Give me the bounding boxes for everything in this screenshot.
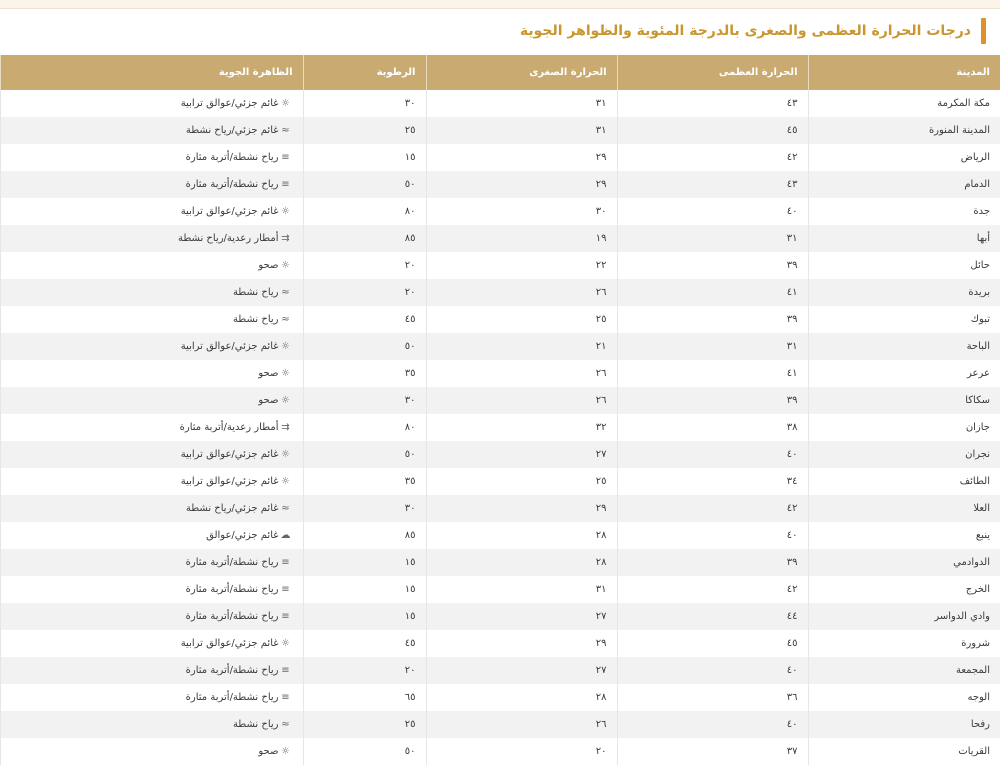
min-temp-cell: ٢٦: [426, 711, 617, 738]
table-row: [0, 387, 1000, 414]
humidity-cell: ٣٠: [303, 387, 426, 414]
weather-cell: [0, 522, 303, 549]
dust-wind-icon: ≡: [281, 152, 290, 163]
weather-cell: [0, 171, 303, 198]
table-row: [0, 144, 1000, 171]
weather-cell: [0, 117, 303, 144]
weather-cell: [0, 360, 303, 387]
max-temp-cell: ٤٢: [617, 144, 808, 171]
weather-cell: [0, 684, 303, 711]
weather-text: غائم جزئي/عوالق ترابية: [180, 476, 279, 487]
weather-text: غائم جزئي/عوالق: [206, 530, 279, 541]
weather-cell: [0, 90, 303, 117]
weather-text: غائم جزئي/رياح نشطة: [185, 125, 279, 136]
city-cell: نجران: [808, 441, 1000, 468]
min-temp-cell: ٢٦: [426, 279, 617, 306]
min-temp-cell: ٢٩: [426, 144, 617, 171]
table-row: [0, 657, 1000, 684]
max-temp-cell: ٤٠: [617, 198, 808, 225]
weather-cell: [0, 657, 303, 684]
partly-cloudy-icon: ☁: [280, 530, 291, 541]
table-row: [0, 117, 1000, 144]
wind-icon: ≈: [281, 503, 290, 514]
humidity-cell: ٢٠: [303, 252, 426, 279]
weather-cell: [0, 387, 303, 414]
max-temp-cell: ٣٦: [617, 684, 808, 711]
city-cell: عرعر: [808, 360, 1000, 387]
min-temp-cell: ٢٦: [426, 387, 617, 414]
sunny-icon: ☼: [281, 746, 290, 757]
city-cell: بريدة: [808, 279, 1000, 306]
city-cell: العلا: [808, 495, 1000, 522]
city-cell: الدوادمي: [808, 549, 1000, 576]
sunny-icon: ☼: [281, 368, 290, 379]
weather-text: غائم جزئي/عوالق ترابية: [180, 206, 279, 217]
city-cell: رفحا: [808, 711, 1000, 738]
wind-icon: ≈: [281, 125, 290, 136]
max-temp-cell: ٣١: [617, 333, 808, 360]
partly-cloudy-dust-icon: ☼: [281, 476, 290, 487]
city-cell: جازان: [808, 414, 1000, 441]
table-row: [0, 306, 1000, 333]
max-temp-cell: ٤٢: [617, 495, 808, 522]
header-city: المدينة: [808, 55, 1000, 90]
table-row: [0, 522, 1000, 549]
max-temp-cell: ٤٣: [617, 90, 808, 117]
top-bar: [0, 0, 1000, 9]
humidity-cell: ٢٠: [303, 657, 426, 684]
city-cell: شرورة: [808, 630, 1000, 657]
weather-text: رياح نشطة/أتربة مثارة: [185, 584, 279, 595]
max-temp-cell: ٤١: [617, 279, 808, 306]
sunny-icon: ☼: [281, 260, 290, 271]
partly-cloudy-dust-icon: ☼: [281, 341, 290, 352]
humidity-cell: ٨٠: [303, 198, 426, 225]
max-temp-cell: ٤٠: [617, 522, 808, 549]
table-row: [0, 225, 1000, 252]
weather-text: غائم جزئي/عوالق ترابية: [180, 449, 279, 460]
sunny-icon: ☼: [281, 395, 290, 406]
min-temp-cell: ٣١: [426, 117, 617, 144]
min-temp-cell: ٢١: [426, 333, 617, 360]
humidity-cell: ٥٠: [303, 738, 426, 765]
dust-wind-icon: ≡: [281, 611, 290, 622]
dust-wind-icon: ≡: [281, 692, 290, 703]
weather-cell: [0, 414, 303, 441]
min-temp-cell: ٢٨: [426, 549, 617, 576]
table-row: [0, 711, 1000, 738]
min-temp-cell: ٢٧: [426, 441, 617, 468]
weather-text: غائم جزئي/عوالق ترابية: [180, 98, 279, 109]
weather-text: أمطار رعدية/رياح نشطة: [177, 233, 279, 244]
weather-text: صحو: [258, 260, 279, 271]
city-cell: جدة: [808, 198, 1000, 225]
humidity-cell: ٥٠: [303, 171, 426, 198]
weather-cell: [0, 630, 303, 657]
partly-cloudy-dust-icon: ☼: [281, 206, 290, 217]
weather-cell: [0, 738, 303, 765]
weather-table-container: [0, 55, 1000, 765]
weather-cell: [0, 441, 303, 468]
humidity-cell: ٣٥: [303, 468, 426, 495]
table-row: [0, 495, 1000, 522]
max-temp-cell: ٤٠: [617, 711, 808, 738]
weather-cell: [0, 144, 303, 171]
max-temp-cell: ٣٩: [617, 549, 808, 576]
table-body: [0, 90, 1000, 765]
humidity-cell: ٤٥: [303, 306, 426, 333]
city-cell: المدينة المنورة: [808, 117, 1000, 144]
max-temp-cell: ٤٠: [617, 441, 808, 468]
weather-cell: [0, 198, 303, 225]
weather-text: غائم جزئي/عوالق ترابية: [180, 638, 279, 649]
thunder-rain-icon: ⇉: [281, 233, 290, 244]
weather-text: صحو: [258, 368, 279, 379]
min-temp-cell: ١٩: [426, 225, 617, 252]
weather-cell: [0, 603, 303, 630]
max-temp-cell: ٣٩: [617, 252, 808, 279]
weather-text: غائم جزئي/عوالق ترابية: [180, 341, 279, 352]
min-temp-cell: ٢٨: [426, 522, 617, 549]
city-cell: الخرج: [808, 576, 1000, 603]
humidity-cell: ٦٥: [303, 684, 426, 711]
max-temp-cell: ٤١: [617, 360, 808, 387]
table-row: [0, 90, 1000, 117]
weather-text: رياح نشطة/أتربة مثارة: [185, 665, 279, 676]
table-row: [0, 468, 1000, 495]
humidity-cell: ١٥: [303, 576, 426, 603]
weather-text: رياح نشطة: [232, 314, 279, 325]
dust-wind-icon: ≡: [281, 665, 290, 676]
wind-icon: ≈: [281, 314, 290, 325]
min-temp-cell: ٢٧: [426, 657, 617, 684]
min-temp-cell: ٢٧: [426, 603, 617, 630]
page-title-text: درجات الحرارة العظمى والصغرى بالدرجة المئوية والظواهر الجوية: [519, 23, 971, 39]
partly-cloudy-dust-icon: ☼: [281, 638, 290, 649]
weather-cell: [0, 225, 303, 252]
city-cell: الدمام: [808, 171, 1000, 198]
weather-cell: [0, 711, 303, 738]
table-row: [0, 171, 1000, 198]
wind-icon: ≈: [281, 719, 290, 730]
weather-text: صحو: [258, 395, 279, 406]
dust-wind-icon: ≡: [281, 557, 290, 568]
city-cell: الرياض: [808, 144, 1000, 171]
table-row: [0, 279, 1000, 306]
min-temp-cell: ٢٨: [426, 684, 617, 711]
partly-cloudy-dust-icon: ☼: [281, 98, 290, 109]
table-row: [0, 360, 1000, 387]
max-temp-cell: ٣٨: [617, 414, 808, 441]
page-title: [520, 18, 986, 44]
table-row: [0, 333, 1000, 360]
max-temp-cell: ٤٥: [617, 630, 808, 657]
header-max-temp: الحرارة العظمى: [617, 55, 808, 90]
min-temp-cell: ٢٩: [426, 495, 617, 522]
humidity-cell: ٨٥: [303, 225, 426, 252]
humidity-cell: ١٥: [303, 549, 426, 576]
max-temp-cell: ٣١: [617, 225, 808, 252]
min-temp-cell: ٢٩: [426, 171, 617, 198]
city-cell: حائل: [808, 252, 1000, 279]
humidity-cell: ٨٠: [303, 414, 426, 441]
weather-text: رياح نشطة: [232, 719, 279, 730]
wind-icon: ≈: [281, 287, 290, 298]
max-temp-cell: ٤٣: [617, 171, 808, 198]
min-temp-cell: ٣١: [426, 576, 617, 603]
city-cell: مكة المكرمة: [808, 90, 1000, 117]
weather-cell: [0, 279, 303, 306]
weather-text: صحو: [258, 746, 279, 757]
weather-cell: [0, 468, 303, 495]
weather-text: غائم جزئي/رياح نشطة: [185, 503, 279, 514]
dust-wind-icon: ≡: [281, 584, 290, 595]
table-row: [0, 441, 1000, 468]
max-temp-cell: ٤٢: [617, 576, 808, 603]
header-min-temp: الحرارة الصغرى: [426, 55, 617, 90]
humidity-cell: ١٥: [303, 603, 426, 630]
city-cell: سكاكا: [808, 387, 1000, 414]
humidity-cell: ٤٥: [303, 630, 426, 657]
city-cell: وادي الدواسر: [808, 603, 1000, 630]
humidity-cell: ٣٠: [303, 90, 426, 117]
min-temp-cell: ٢٥: [426, 468, 617, 495]
table-row: [0, 576, 1000, 603]
weather-cell: [0, 252, 303, 279]
weather-cell: [0, 549, 303, 576]
humidity-cell: ٨٥: [303, 522, 426, 549]
weather-text: رياح نشطة/أتربة مثارة: [185, 179, 279, 190]
weather-cell: [0, 495, 303, 522]
city-cell: الطائف: [808, 468, 1000, 495]
min-temp-cell: ٢٦: [426, 360, 617, 387]
city-cell: الباحة: [808, 333, 1000, 360]
table-row: [0, 603, 1000, 630]
header-weather: الظاهرة الجوية: [0, 55, 303, 90]
weather-text: أمطار رعدية/أتربة مثارة: [179, 422, 279, 433]
weather-text: رياح نشطة: [232, 287, 279, 298]
max-temp-cell: ٣٩: [617, 306, 808, 333]
table-header-row: [0, 55, 1000, 90]
humidity-cell: ٢٥: [303, 711, 426, 738]
thunder-rain-icon: ⇉: [281, 422, 290, 433]
city-cell: القريات: [808, 738, 1000, 765]
humidity-cell: ١٥: [303, 144, 426, 171]
table-row: [0, 549, 1000, 576]
table-row: [0, 252, 1000, 279]
title-accent-bar: [981, 18, 986, 44]
table-row: [0, 630, 1000, 657]
max-temp-cell: ٣٧: [617, 738, 808, 765]
weather-cell: [0, 333, 303, 360]
max-temp-cell: ٣٤: [617, 468, 808, 495]
humidity-cell: ٣٠: [303, 495, 426, 522]
city-cell: أبها: [808, 225, 1000, 252]
dust-wind-icon: ≡: [281, 179, 290, 190]
table-row: [0, 738, 1000, 765]
city-cell: تبوك: [808, 306, 1000, 333]
city-cell: ينبع: [808, 522, 1000, 549]
max-temp-cell: ٤٠: [617, 657, 808, 684]
weather-cell: [0, 576, 303, 603]
min-temp-cell: ٢٥: [426, 306, 617, 333]
weather-text: رياح نشطة/أتربة مثارة: [185, 692, 279, 703]
humidity-cell: ٣٥: [303, 360, 426, 387]
city-cell: الوجه: [808, 684, 1000, 711]
humidity-cell: ٥٠: [303, 333, 426, 360]
table-row: [0, 414, 1000, 441]
city-cell: المجمعة: [808, 657, 1000, 684]
humidity-cell: ٥٠: [303, 441, 426, 468]
weather-text: رياح نشطة/أتربة مثارة: [185, 557, 279, 568]
table-row: [0, 684, 1000, 711]
humidity-cell: ٢٥: [303, 117, 426, 144]
min-temp-cell: ٣٠: [426, 198, 617, 225]
max-temp-cell: ٤٥: [617, 117, 808, 144]
weather-table: [0, 55, 1000, 765]
min-temp-cell: ٣١: [426, 90, 617, 117]
max-temp-cell: ٣٩: [617, 387, 808, 414]
min-temp-cell: ٢٢: [426, 252, 617, 279]
header-humidity: الرطوبة: [303, 55, 426, 90]
max-temp-cell: ٤٤: [617, 603, 808, 630]
min-temp-cell: ٢٠: [426, 738, 617, 765]
weather-text: رياح نشطة/أتربة مثارة: [185, 611, 279, 622]
min-temp-cell: ٢٩: [426, 630, 617, 657]
partly-cloudy-dust-icon: ☼: [281, 449, 290, 460]
weather-text: رياح نشطة/أتربة مثارة: [185, 152, 279, 163]
min-temp-cell: ٣٢: [426, 414, 617, 441]
humidity-cell: ٢٠: [303, 279, 426, 306]
table-row: [0, 198, 1000, 225]
weather-cell: [0, 306, 303, 333]
